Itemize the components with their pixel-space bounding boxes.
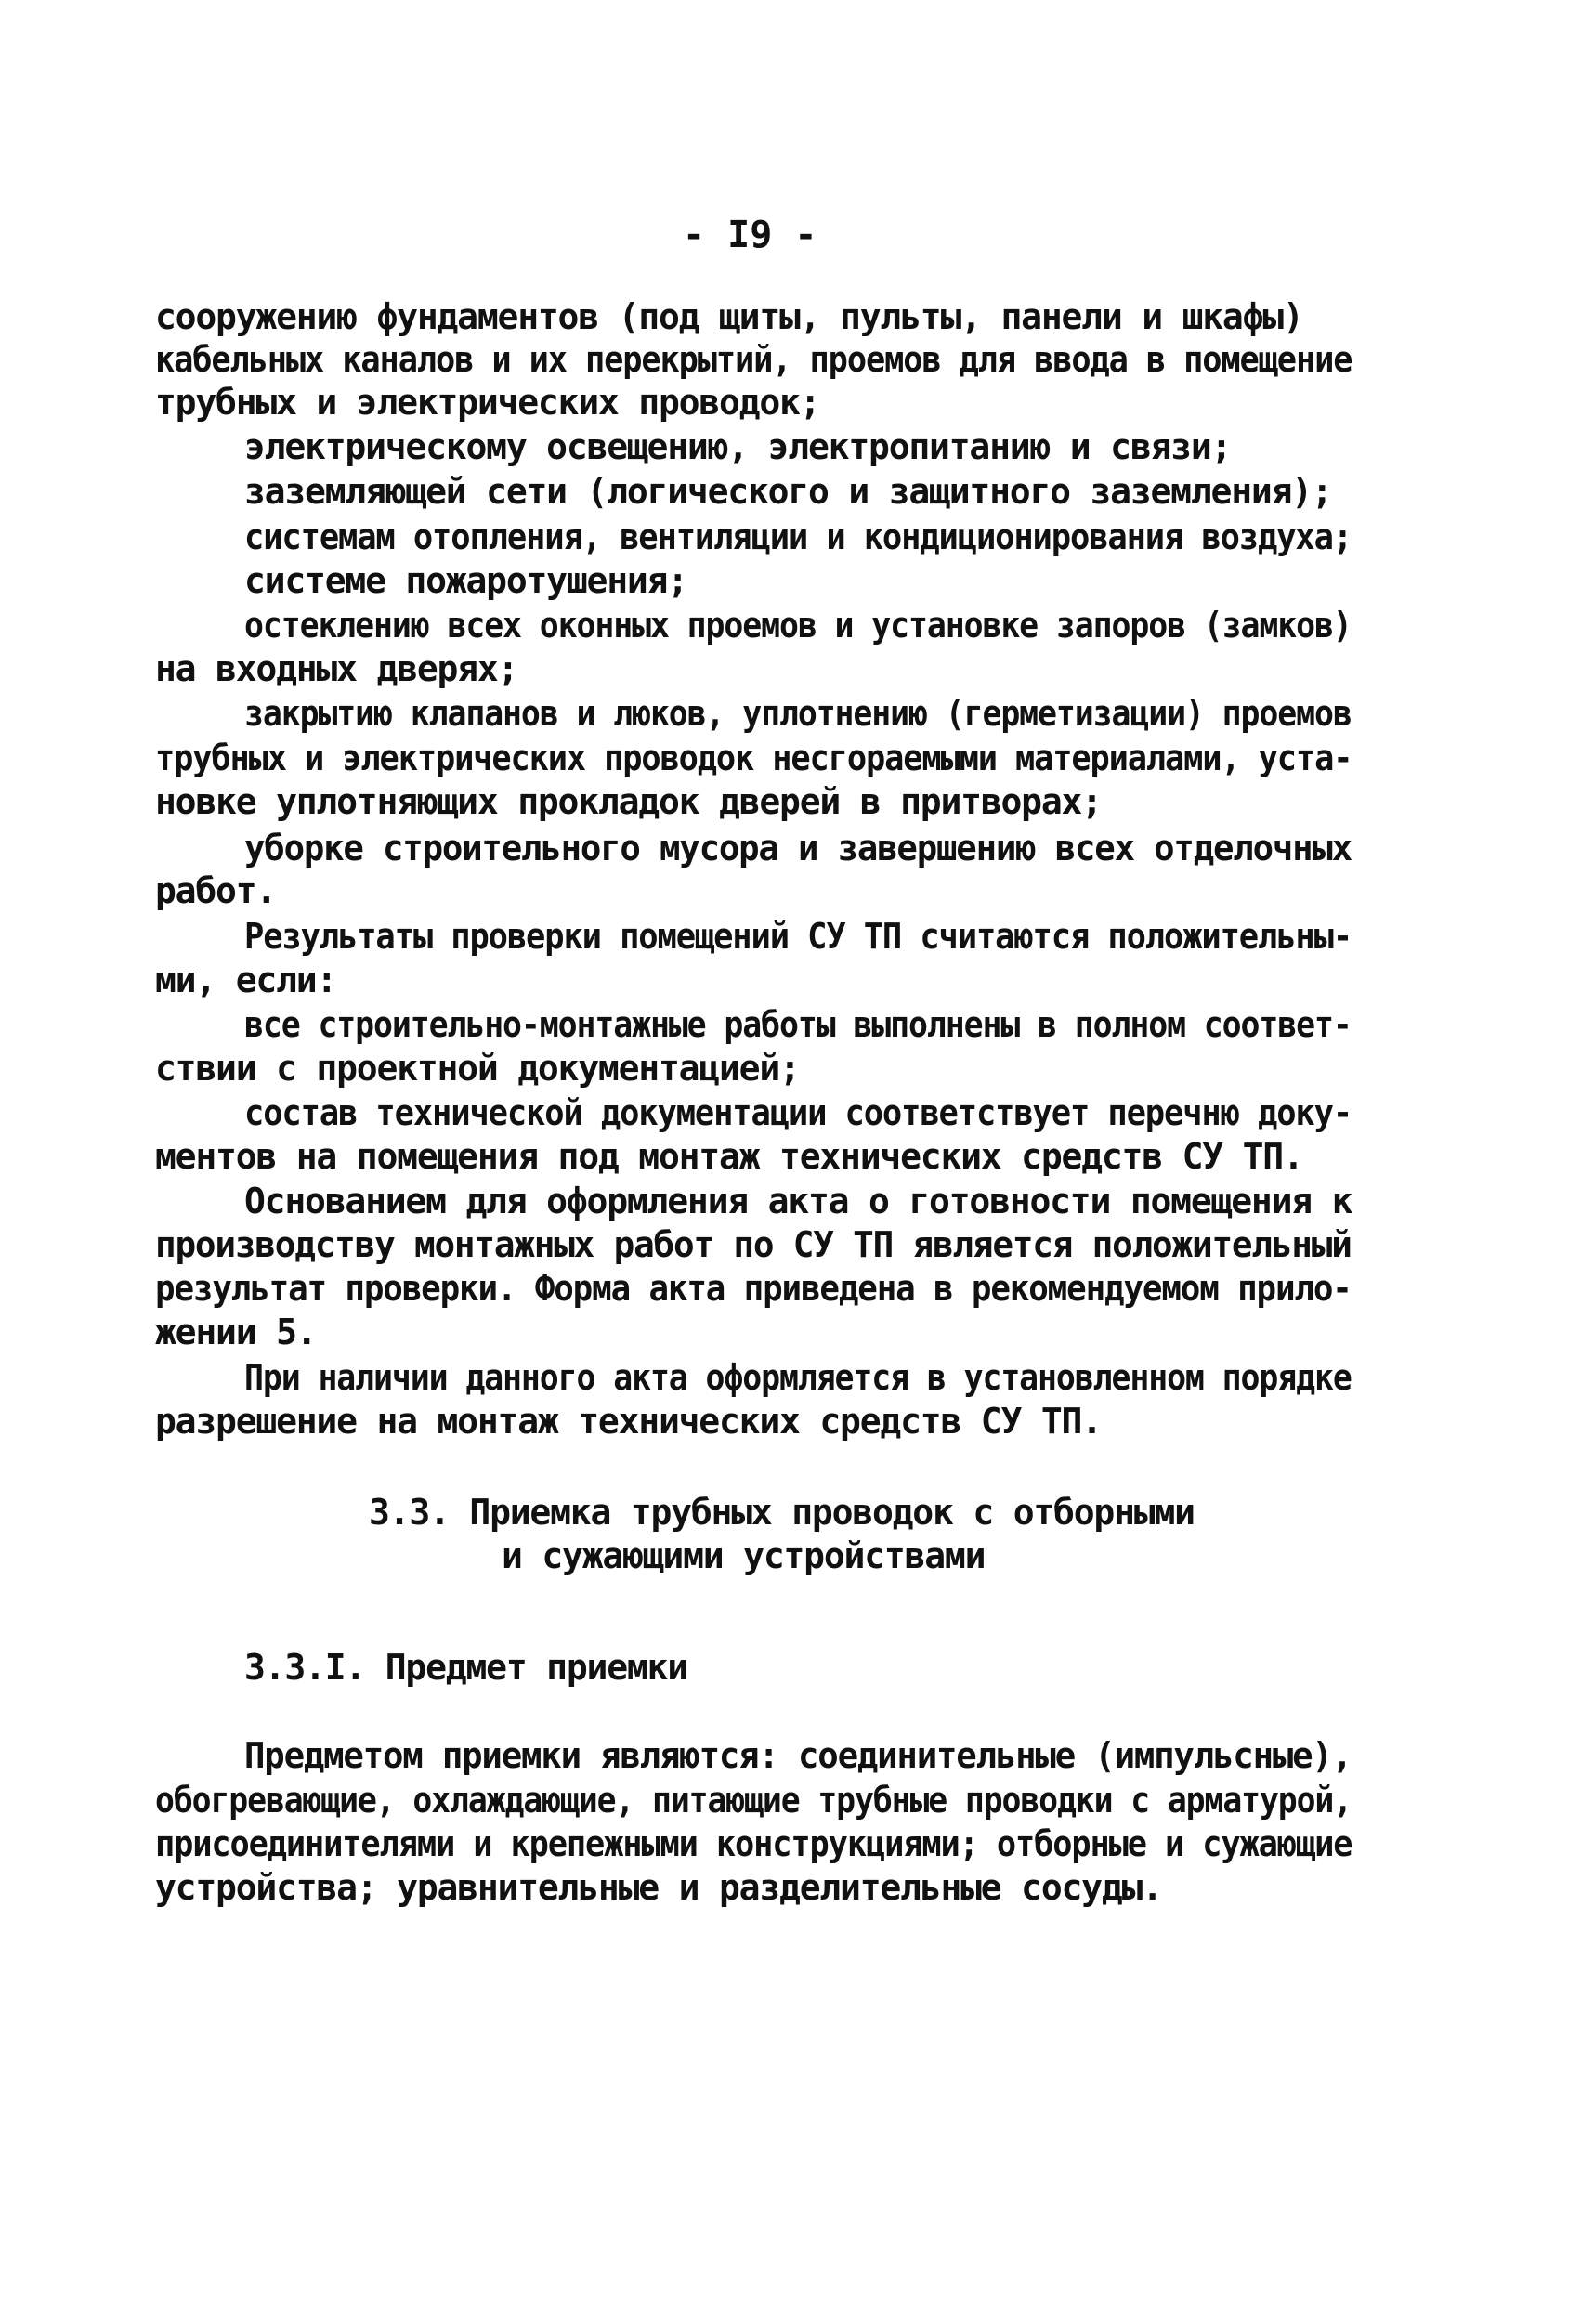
text-line: Предметом приемки являются: соединительные (импульсные),: [244, 1735, 1352, 1776]
text-line: сооружению фундаментов (под щиты, пульты, панели и шкафы): [155, 296, 1303, 337]
text-line: жении 5.: [155, 1312, 317, 1352]
text-line: на входных дверях;: [155, 648, 518, 689]
text-line: уборке строительного мусора и завершению всех отделочных: [244, 828, 1352, 868]
text-line: трубных и электрических проводок;: [155, 382, 820, 423]
text-line: работ.: [155, 870, 277, 911]
text-line: результат проверки. Форма акта приведена в рекомендуемом прило-: [155, 1268, 1352, 1309]
text-line: разрешение на монтаж технических средств СУ ТП.: [155, 1401, 1102, 1442]
section-heading-line2: и сужающими устройствами: [502, 1535, 986, 1576]
text-line: ми, если:: [155, 960, 337, 1000]
text-line: производству монтажных работ по СУ ТП является положительный: [155, 1224, 1352, 1265]
text-line: закрытию клапанов и люков, уплотнению (герметизации) проемов: [244, 693, 1352, 734]
text-line: ствии с проектной документацией;: [155, 1048, 800, 1089]
text-line: электрическому освещению, электропитанию и связи;: [244, 426, 1232, 467]
text-line: остеклению всех оконных проемов и установке запоров (замков): [244, 605, 1352, 646]
text-line: все строительно-монтажные работы выполнены в полном соответ-: [244, 1004, 1352, 1045]
subsection-heading: 3.3.I. Предмет приемки: [244, 1647, 687, 1688]
text-line: состав технической документации соответствует перечню доку-: [244, 1092, 1352, 1133]
text-line: Основанием для оформления акта о готовности помещения к: [244, 1181, 1352, 1221]
text-line: Результаты проверки помещений СУ ТП считаются положительны-: [244, 916, 1352, 957]
text-line: присоединителями и крепежными конструкциями; отборные и сужающие: [155, 1823, 1352, 1864]
text-line: заземляющей сети (логического и защитного заземления);: [244, 471, 1332, 512]
text-line: обогревающие, охлаждающие, питающие трубные проводки с арматурой,: [155, 1780, 1352, 1821]
section-heading-line1: 3.3. Приемка трубных проводок с отборными: [369, 1492, 1195, 1533]
text-line: системам отопления, вентиляции и кондиционирования воздуха;: [244, 516, 1352, 557]
text-line: устройства; уравнительные и разделительные сосуды.: [155, 1867, 1162, 1908]
text-line: кабельных каналов и их перекрытий, проемов для ввода в помещение: [155, 339, 1352, 380]
text-line: системе пожаротушения;: [244, 560, 687, 601]
page-number: - I9 -: [683, 214, 817, 256]
text-line: При наличии данного акта оформляется в установленном порядке: [244, 1357, 1352, 1398]
text-line: ментов на помещения под монтаж технических средств СУ ТП.: [155, 1136, 1303, 1177]
text-line: трубных и электрических проводок несгораемыми материалами, уста-: [155, 738, 1352, 778]
text-line: новке уплотняющих прокладок дверей в притворах;: [155, 781, 1102, 822]
